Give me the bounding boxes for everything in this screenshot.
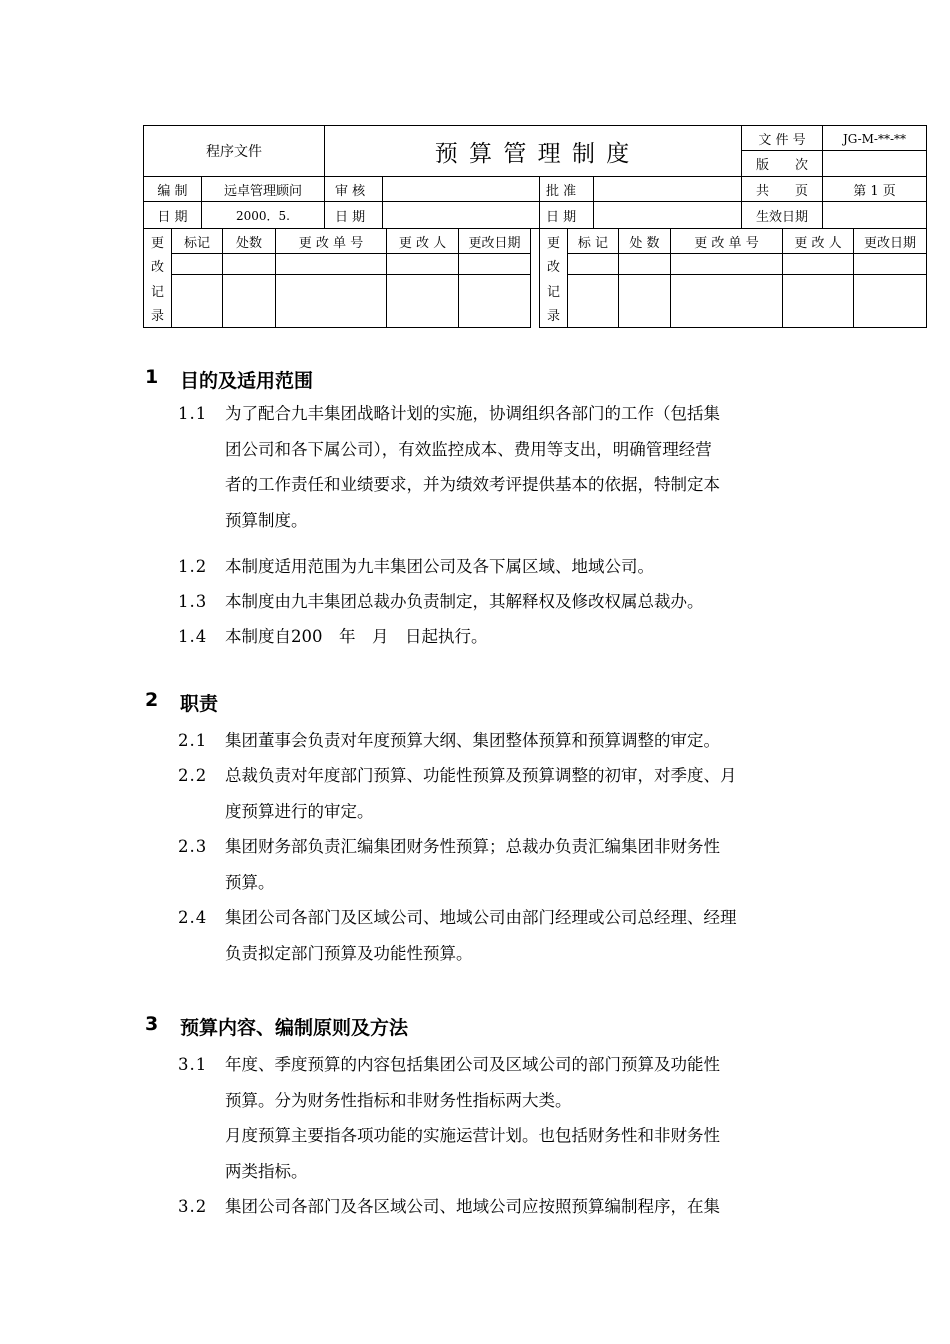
clause-item (178, 584, 818, 620)
clause-line: 集团公司各部门及各区域公司、地域公司应按照预算编制程序，在集 (225, 1197, 720, 1216)
change-col-date: 更改日期 (863, 235, 916, 251)
clause-number: 1.2 (178, 557, 208, 576)
compiled-by-value: 远卓管理顾问 (223, 183, 302, 199)
clause-number: 3.1 (178, 1055, 208, 1074)
change-record-char: 记 (546, 284, 560, 300)
date-value: 2000．5. (236, 208, 290, 223)
clause-line: 集团财务部负责汇编集团财务性预算；总裁办负责汇编集团非财务性 (225, 837, 720, 856)
change-record-char: 录 (150, 309, 164, 324)
section-number: 3 (145, 1013, 159, 1035)
clause-line: 者的工作责任和业绩要求，并为绩效考评提供基本的依据，特制定本 (225, 475, 720, 494)
version-label: 版 次 (755, 158, 808, 173)
clause-text (225, 900, 810, 971)
clause-item (178, 396, 818, 538)
section-number: 2 (145, 689, 159, 711)
approve-date-label: 日 期 (546, 209, 577, 225)
clause-text (225, 1047, 810, 1189)
section-heading (145, 1013, 745, 1039)
change-record-char: 改 (150, 259, 164, 275)
clause-line: 为了配合九丰集团战略计划的实施，协调组织各部门的工作（包括集 (225, 404, 720, 423)
clause-number: 2.2 (178, 766, 208, 785)
clause-line: 负责拟定部门预算及功能性预算。 (225, 943, 473, 963)
clause-text (225, 758, 810, 829)
clause-item (178, 900, 818, 971)
clause-text (225, 619, 810, 655)
clause-line: 本制度适用范围为九丰集团公司及各下属区域、地域公司。 (225, 557, 654, 576)
clause-line: 年度、季度预算的内容包括集团公司及区域公司的部门预算及功能性 (225, 1055, 720, 1074)
clause-text (225, 396, 810, 538)
document-title: 预 算 管 理 制 度 (434, 140, 632, 167)
change-col-order-no: 更 改 单 号 (298, 235, 364, 251)
clause-item (178, 829, 818, 900)
doc-type-label: 程序文件 (206, 144, 262, 160)
change-col-count: 处数 (235, 235, 262, 251)
clause-line: 总裁负责对年度部门预算、功能性预算及预算调整的初审，对季度、月 (225, 766, 737, 785)
clause-item (178, 619, 818, 655)
clause-item (178, 723, 818, 759)
section-title: 预算内容、编制原则及方法 (180, 1017, 409, 1039)
section-heading (145, 366, 745, 392)
change-col-person: 更 改 人 (794, 235, 842, 251)
clause-item (178, 1189, 818, 1225)
clause-number: 2.4 (178, 908, 208, 927)
clause-number: 1.4 (178, 627, 208, 646)
change-col-person: 更 改 人 (398, 235, 447, 251)
clause-text (225, 584, 810, 620)
change-col-mark: 标记 (183, 235, 210, 251)
doc-number-label: 文 件 号 (758, 133, 806, 148)
clause-number: 3.2 (178, 1197, 208, 1216)
review-label: 审 核 (335, 183, 366, 199)
change-record-char: 录 (546, 309, 560, 324)
clause-line: 本制度自200 年 月 日起执行。 (225, 627, 488, 646)
clause-line: 预算。分为财务性指标和非财务性指标两大类。 (225, 1090, 572, 1110)
change-col-mark: 标 记 (577, 235, 609, 251)
change-record-char: 更 (546, 235, 560, 251)
document-header-table (0, 0, 950, 340)
approve-label: 批 准 (546, 183, 577, 199)
clause-number: 2.3 (178, 837, 208, 856)
clause-number: 1.1 (178, 404, 208, 423)
clause-text (225, 549, 810, 585)
clause-line: 月度预算主要指各项功能的实施运营计划。也包括财务性和非财务性 (225, 1126, 720, 1145)
clause-text (225, 723, 810, 759)
clause-line: 团公司和各下属公司），有效监控成本、费用等支出，明确管理经营 (225, 439, 712, 459)
page-number: 第 1 页 (853, 183, 896, 199)
change-record-char: 更 (150, 235, 164, 251)
clause-line: 集团董事会负责对年度预算大纲、集团整体预算和预算调整的审定。 (225, 731, 720, 750)
total-pages-label: 共 页 (755, 183, 808, 199)
change-record-char: 记 (150, 284, 164, 300)
clause-line: 本制度由九丰集团总裁办负责制定，其解释权及修改权属总裁办。 (225, 592, 704, 611)
review-value (383, 177, 539, 201)
effective-date-label: 生效日期 (755, 209, 808, 225)
clause-text (225, 1189, 810, 1225)
clause-item (178, 758, 818, 829)
version-value (823, 151, 926, 176)
change-col-count: 处 数 (629, 235, 660, 251)
section-heading (145, 689, 745, 715)
section-title: 职责 (180, 693, 219, 715)
change-record-char: 改 (546, 259, 560, 275)
date-label: 日 期 (157, 209, 188, 225)
clause-line: 度预算进行的审定。 (225, 801, 374, 821)
clause-number: 2.1 (178, 731, 208, 750)
clause-line: 预算制度。 (225, 510, 308, 530)
clause-item (178, 549, 818, 585)
approve-value (594, 177, 741, 201)
clause-text (225, 829, 810, 900)
clause-number: 1.3 (178, 592, 208, 611)
change-col-date: 更改日期 (468, 235, 521, 251)
clause-item (178, 1047, 818, 1189)
doc-number-value: JG-M-**-** (842, 131, 907, 146)
clause-line: 预算。 (225, 872, 275, 892)
compiled-by-label: 编 制 (157, 183, 188, 199)
review-date-label: 日 期 (335, 209, 366, 225)
section-title: 目的及适用范围 (180, 370, 314, 392)
change-col-order-no: 更 改 单 号 (694, 235, 759, 251)
clause-line: 两类指标。 (225, 1161, 308, 1181)
section-number: 1 (145, 366, 159, 388)
clause-line: 集团公司各部门及区域公司、地域公司由部门经理或公司总经理、经理 (225, 908, 737, 927)
